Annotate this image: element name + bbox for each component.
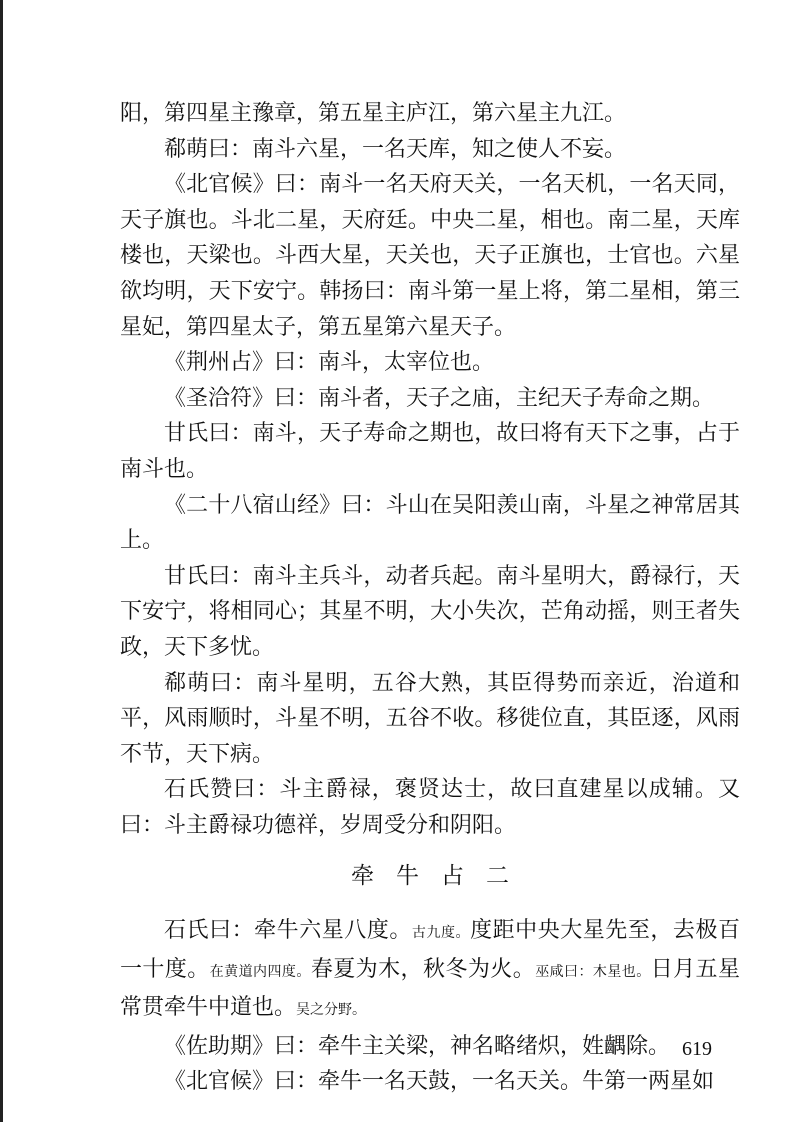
paragraph (120, 559, 740, 666)
paragraph (120, 1064, 740, 1100)
text-run: 《荆州占》曰：南斗，太宰位也。 (164, 350, 495, 376)
page-number: 619 (682, 1038, 712, 1060)
paragraph (120, 167, 740, 345)
paragraph (120, 132, 740, 168)
text-run: 郗萌曰：南斗六星，一名天库，知之使人不妄。 (164, 136, 627, 162)
text-run: 日月五星常贯牵牛中道也。 (120, 956, 740, 1021)
page-body (120, 96, 740, 1100)
text-run: 石氏赞曰：斗主爵禄，褒贤达士，故曰直建星以成辅。又曰：斗主爵禄功德祥，岁周受分和阴阳。 (120, 777, 740, 838)
text-run: 甘氏曰：南斗，天子寿命之期也，故曰将有天下之事，占于南斗也。 (120, 421, 740, 482)
paragraph (120, 913, 740, 1029)
text-run: 《北官候》曰：牵牛一名天鼓，一名天关。牛第一两星如 (164, 1069, 715, 1095)
paragraph (120, 772, 740, 843)
text-block-1 (120, 96, 740, 843)
page-edge (0, 0, 3, 1122)
paragraph (120, 416, 740, 487)
paragraph (120, 1029, 740, 1065)
text-run: 石氏曰：牵牛六星八度。 (164, 918, 412, 944)
paragraph (120, 488, 740, 559)
text-run: 甘氏曰：南斗主兵斗，动者兵起。南斗星明大，爵禄行，天下安宁，将相同心；其星不明，大小失次，芒角动摇，则王者失政，天下多忧。 (120, 563, 740, 660)
annotation-note: 在黄道内四度。 (209, 963, 311, 980)
annotation-note: 吴之分野。 (296, 1002, 367, 1019)
text-run: 春夏为木，秋冬为火。 (310, 956, 536, 982)
paragraph (120, 345, 740, 381)
paragraph (120, 96, 740, 132)
text-run: 《佐助期》曰：牵牛主关梁，神名略绪炽，姓齵除。 (164, 1033, 671, 1059)
paragraph (120, 381, 740, 417)
text-run: 阳，第四星主豫章，第五星主庐江，第六星主九江。 (120, 101, 627, 126)
text-run: 《二十八宿山经》曰：斗山在吴阳羡山南，斗星之神常居其上。 (120, 492, 740, 554)
text-run: 《圣洽符》曰：南斗者，天子之庙，主纪天子寿命之期。 (164, 385, 715, 411)
annotation-note: 巫咸曰：木星也。 (535, 963, 651, 980)
paragraph (120, 666, 740, 773)
text-block-2 (120, 913, 740, 1100)
section-title: 牵牛占二 (351, 863, 531, 890)
text-run: 郗萌曰：南斗星明，五谷大熟，其臣得势而亲近，治道和平，风雨顺时，斗星不明，五谷不收。移徙位直，其臣逐，风雨不节，天下病。 (120, 670, 740, 767)
annotation-note: 古九度。 (411, 925, 471, 942)
text-run: 《北官候》曰：南斗一名天府天关，一名天机，一名天同，天子旗也。斗北二星，天府廷。中央二星，相也。南二星，天库楼也，天梁也。斗西大星，天关也，天子正旗也，士官也。六星欲均明，天下安宁。韩扬曰：南斗第一星上将，第二星相，第三星妃，第四星太子，第五星第六星天子。 (120, 172, 740, 340)
text-run: 度距中央大星先至，去极百一十度。 (120, 918, 740, 982)
